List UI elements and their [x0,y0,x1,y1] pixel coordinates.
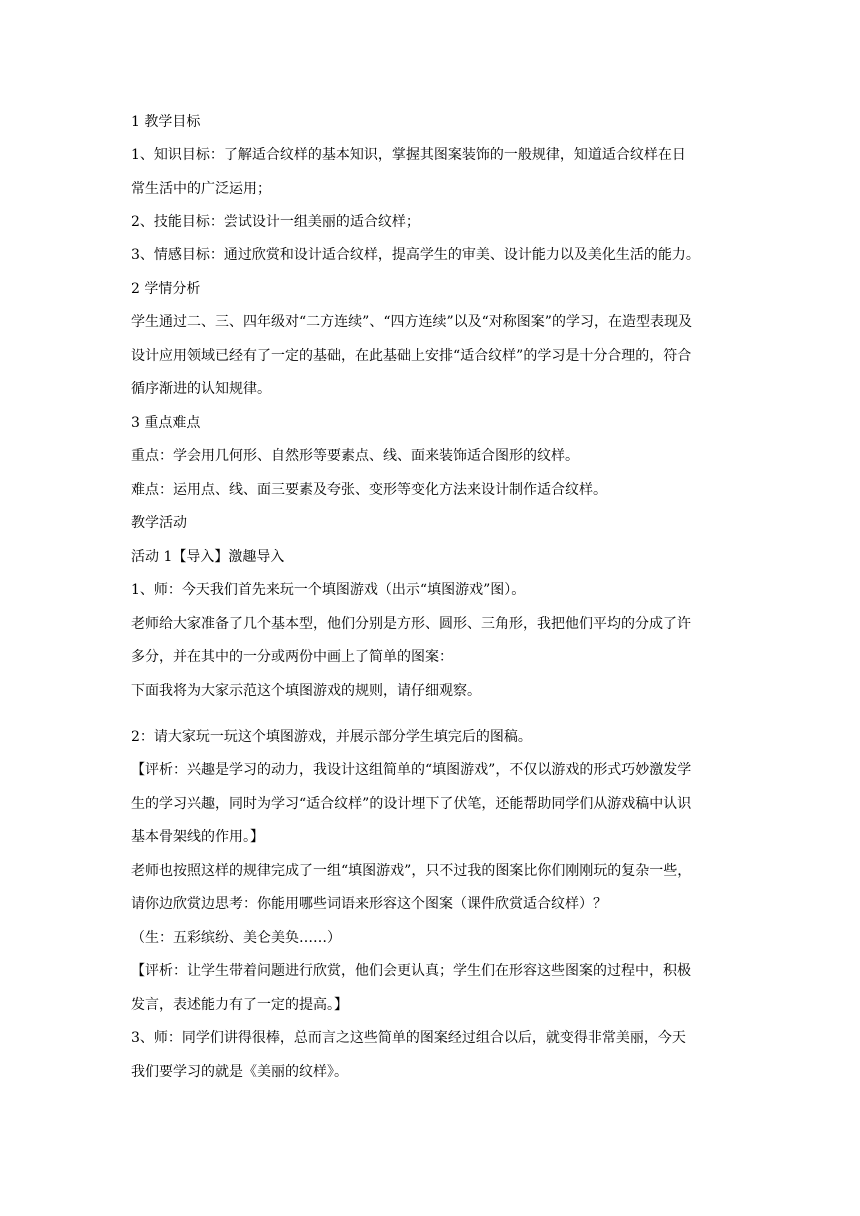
heading-teaching-goals: 1 教学目标 [131,114,201,130]
paragraph-line: 3、师：同学们讲得很棒，总而言之这些简单的图案经过组合以后，就变得非常美丽，今天 [131,1030,686,1046]
heading-student-analysis: 2 学情分析 [131,281,201,297]
paragraph-line: 2、技能目标：尝试设计一组美丽的适合纹样； [131,214,420,230]
paragraph-line: 下面我将为大家示范这个填图游戏的规则，请仔细观察。 [131,683,481,699]
paragraph-line: 老师也按照这样的规律完成了一组“填图游戏”，只不过我的图案比你们刚刚玩的复杂一些， [131,863,692,879]
paragraph-line: 发言，表述能力有了一定的提高。】 [131,997,348,1013]
paragraph-line: （生：五彩缤纷、美仑美奂……） [131,930,341,946]
paragraph-line: 设计应用领域已经有了一定的基础，在此基础上安排“适合纹样”的学习是十分合理的，符合 [131,348,692,364]
paragraph-line: 难点：运用点、线、面三要素及夸张、变形等变化方法来设计制作适合纹样。 [131,482,607,498]
paragraph-line: 循序渐进的认知规律。 [131,381,271,397]
paragraph-line: 我们要学习的就是《美丽的纹样》。 [131,1064,348,1080]
heading-activity-1: 活动 1【导入】激趣导入 [131,549,285,565]
paragraph-line: 学生通过二、三、四年级对“二方连续”、“四方连续”以及“对称图案”的学习，在造型表现及 [131,314,692,330]
heading-teaching-activities: 教学活动 [131,515,187,531]
heading-key-points: 3 重点难点 [131,415,201,431]
paragraph-line: 基本骨架线的作用。】 [131,829,264,845]
paragraph-line: 3、情感目标：通过欣赏和设计适合纹样，提高学生的审美、设计能力以及美化生活的能力。 [131,247,700,263]
paragraph-line: 1、知识目标：了解适合纹样的基本知识，掌握其图案装饰的一般规律，知道适合纹样在日 [131,147,686,163]
paragraph-line: 2：请大家玩一玩这个填图游戏，并展示部分学生填完后的图稿。 [131,729,532,745]
paragraph-line: 【评析：兴趣是学习的动力，我设计这组简单的“填图游戏”，不仅以游戏的形式巧妙激发学 [131,762,692,778]
paragraph-line: 重点：学会用几何形、自然形等要素点、线、面来装饰适合图形的纹样。 [131,448,579,464]
paragraph-line: 老师给大家准备了几个基本型，他们分别是方形、圆形、三角形，我把他们平均的分成了许 [131,616,691,632]
paragraph-line: 请你边欣赏边思考：你能用哪些词语来形容这个图案（课件欣赏适合纹样）？ [131,896,607,912]
paragraph-line: 多分，并在其中的一分或两份中画上了简单的图案： [131,649,453,665]
paragraph-line: 【评析：让学生带着问题进行欣赏，他们会更认真；学生们在形容这些图案的过程中，积极 [131,963,691,979]
paragraph-line: 生的学习兴趣，同时为学习“适合纹样”的设计埋下了伏笔，还能帮助同学们从游戏稿中认识 [131,796,692,812]
paragraph-line: 常生活中的广泛运用； [131,181,271,197]
paragraph-line: 1、师：今天我们首先来玩一个填图游戏（出示“填图游戏”图）。 [131,582,526,598]
